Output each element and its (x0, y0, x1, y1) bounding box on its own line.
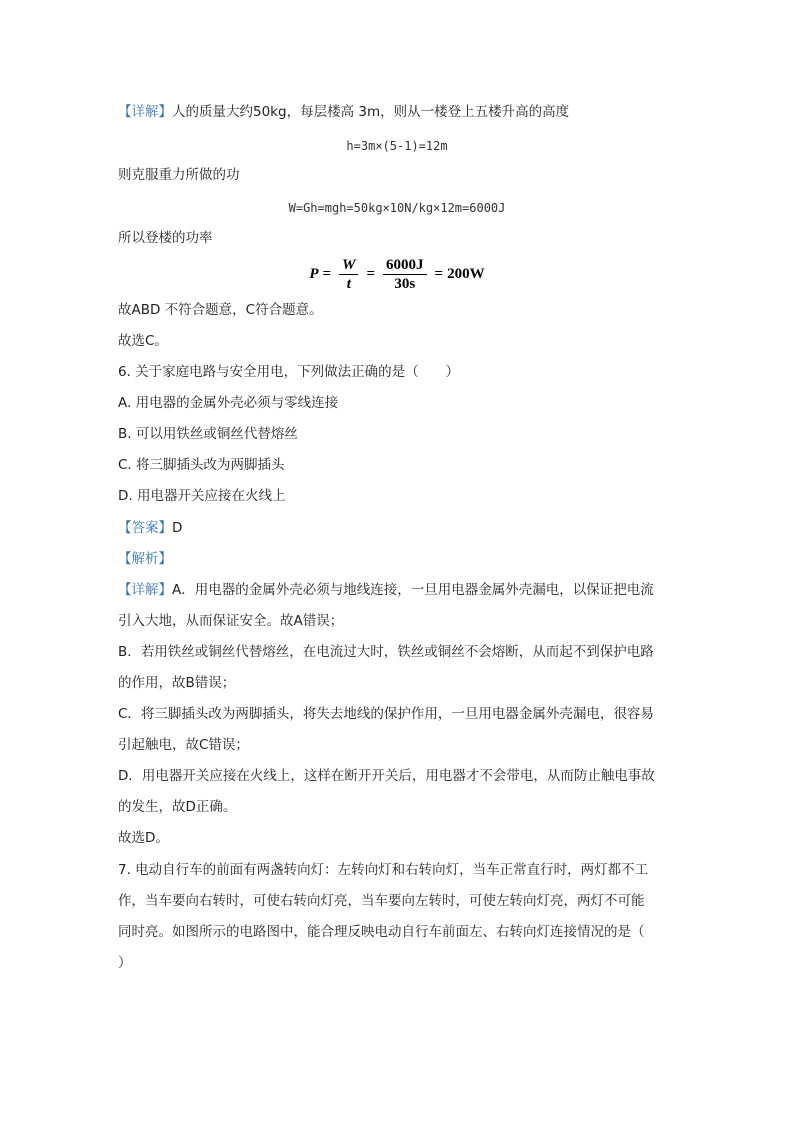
answer-value: D (172, 520, 183, 536)
question-6-answer (118, 518, 182, 538)
explanation-line-6: 引起触电，故C错误； (118, 737, 249, 753)
question-6-option-b: B. 可以用铁丝或铜丝代替熔丝 (118, 426, 298, 442)
question-7-line-2: 作，当车要向右转时，可使右转向灯亮，当车要向左转时，可使左转向灯亮，两灯不可能 (118, 893, 645, 909)
fraction-denominator-time: 30s (394, 275, 416, 292)
equation-height: h=3m×(5-1)=12m (346, 139, 448, 153)
answer-choice-d: 故选D。 (118, 830, 169, 846)
question-6-option-a: A. 用电器的金属外壳必须与零线连接 (118, 395, 339, 411)
detail-tag: 【详解】 (118, 104, 172, 120)
formula-equals-3: = (434, 265, 444, 282)
formula-lhs: P (309, 265, 319, 282)
answer-tag: 【答案】 (118, 520, 172, 536)
question-7-line-4: ） (118, 955, 132, 971)
equation-work: W=Gh=mgh=50kg×10N/kg×12m=6000J (288, 201, 506, 215)
conclusion-abd: 故ABD 不符合题意，C符合题意。 (118, 302, 323, 318)
formula-equals-1: = (322, 265, 332, 282)
question-6-stem: 6. 关于家庭电路与安全用电，下列做法正确的是（ ） (118, 364, 460, 380)
fraction-numerator-w: W (339, 257, 358, 275)
detail-text: 人的质量大约50kg，每层楼高 3m，则从一楼登上五楼升高的高度 (172, 104, 570, 120)
fraction-denominator-t: t (346, 275, 351, 292)
explanation-line-2: 引入大地，从而保证安全。故A错误； (118, 613, 344, 629)
explanation-line-4: 的作用，故B错误； (118, 675, 236, 691)
fraction-w-over-t (339, 257, 358, 292)
question-7-line-1: 7. 电动自行车的前面有两盏转向灯：左转向灯和右转向灯，当车正常直行时，两灯都不工 (118, 862, 649, 878)
formula-result: 200W (447, 265, 485, 282)
analysis-tag: 【解析】 (118, 551, 172, 567)
fraction-numerator-work: 6000J (383, 257, 427, 275)
explanation-line-7: D．用电器开关应接在火线上，这样在断开开关后，用电器才不会带电，从而防止触电事故 (118, 768, 655, 784)
detail-paragraph-1 (118, 102, 569, 122)
power-intro: 所以登楼的功率 (118, 230, 213, 246)
explanation-line-3: B．若用铁丝或铜丝代替熔丝，在电流过大时，铁丝或铜丝不会熔断，从而起不到保护电路 (118, 644, 654, 660)
formula-equals-2: = (366, 265, 376, 282)
question-7-line-3: 同时亮。如图所示的电路图中，能合理反映电动自行车前面左、右转向灯连接情况的是（ (118, 924, 645, 940)
answer-choice-c: 故选C。 (118, 333, 168, 349)
explanation-line-8: 的发生，故D正确。 (118, 799, 237, 815)
explanation-line-1 (118, 580, 654, 600)
question-6-option-c: C. 将三脚插头改为两脚插头 (118, 457, 285, 473)
explanation-a-part1: A．用电器的金属外壳必须与地线连接，一旦用电器金属外壳漏电，以保证把电流 (172, 582, 654, 598)
work-intro: 则克服重力所做的功 (118, 167, 240, 183)
fraction-values (383, 257, 427, 292)
detail-tag-q6: 【详解】 (118, 582, 172, 598)
question-6-option-d: D. 用电器开关应接在火线上 (118, 488, 286, 504)
explanation-line-5: C．将三脚插头改为两脚插头，将失去地线的保护作用，一旦用电器金属外壳漏电，很容易 (118, 706, 654, 722)
power-formula (0, 254, 794, 294)
